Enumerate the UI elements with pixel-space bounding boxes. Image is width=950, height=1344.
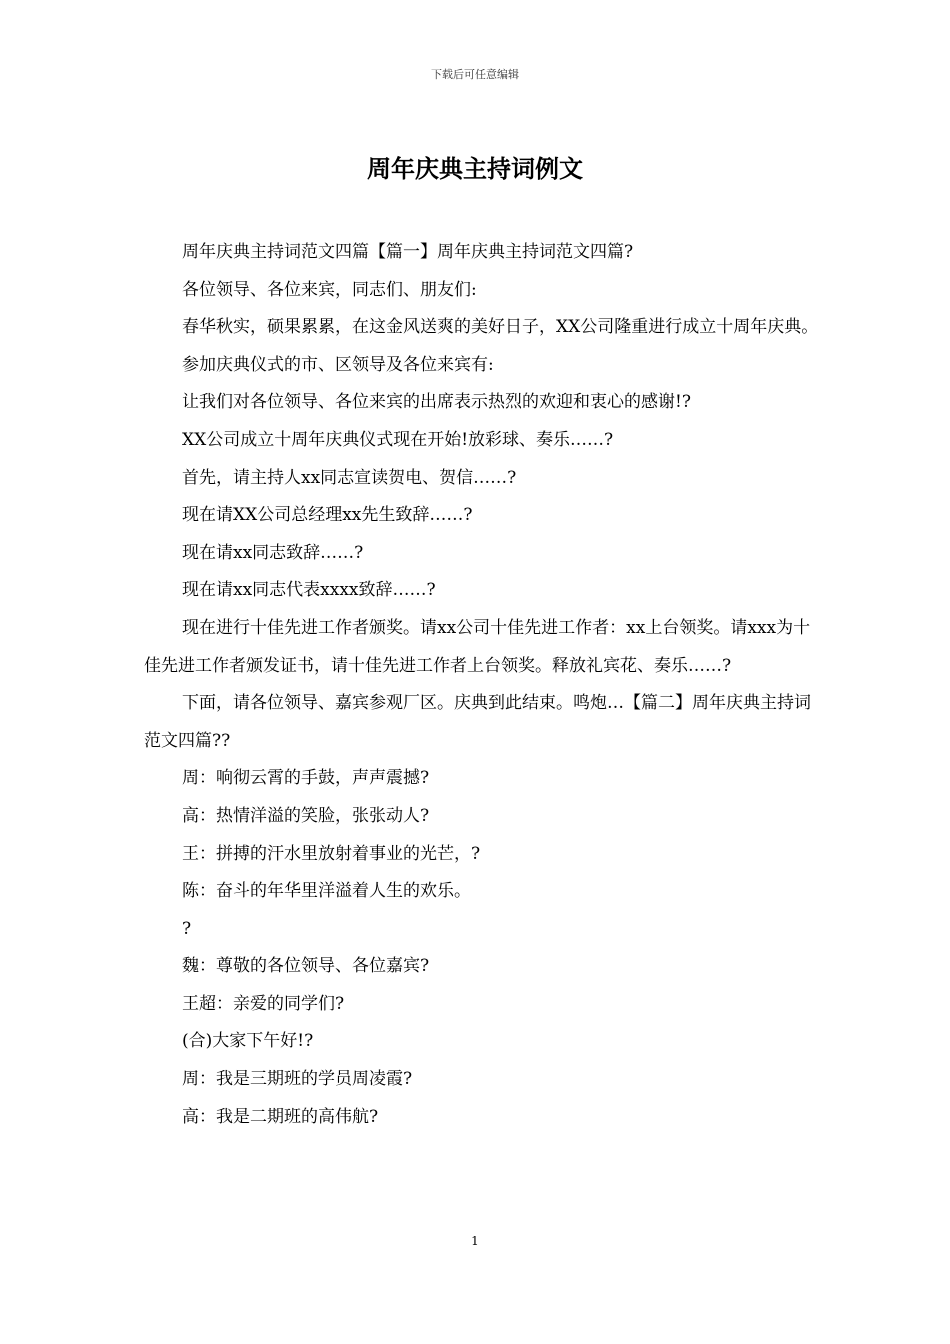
paragraph: 现在请XX公司总经理xx先生致辞……? <box>182 505 473 526</box>
paragraph: 陈：奋斗的年华里洋溢着人生的欢乐。 <box>182 881 471 902</box>
paragraph: 下面，请各位领导、嘉宾参观厂区。庆典到此结束。鸣炮…【篇二】周年庆典主持词范文四篇?? <box>144 693 811 751</box>
paragraph: 王超：亲爱的同学们? <box>182 993 345 1014</box>
paragraph: 参加庆典仪式的市、区领导及各位来宾有: <box>182 354 494 375</box>
page-number: 1 <box>471 1234 479 1248</box>
paragraph: 魏：尊敬的各位领导、各位嘉宾? <box>182 956 430 977</box>
paragraph: 现在进行十佳先进工作者颁奖。请xx公司十佳先进工作者：xx上台领奖。请xxx为十佳先进工作者颁发证书，请十佳先进工作者上台领奖。释放礼宾花、奏乐……? <box>144 617 811 676</box>
paragraph: 首先，请主持人xx同志宣读贺电、贺信……? <box>182 467 517 488</box>
paragraph: 王：拼搏的汗水里放射着事业的光芒，? <box>182 843 481 864</box>
paragraph: (合)大家下午好!? <box>182 1031 314 1052</box>
page-header: 下载后可任意编辑 <box>431 68 519 81</box>
paragraph: 现在请xx同志致辞……? <box>182 542 364 563</box>
paragraph: 高：热情洋溢的笑脸，张张动人? <box>182 805 430 826</box>
paragraph: 周：我是三期班的学员周凌霞? <box>182 1069 413 1090</box>
document-body <box>144 234 819 1136</box>
paragraph: 春华秋实，硕果累累，在这金风送爽的美好日子，XX公司隆重进行成立十周年庆典。 <box>182 317 819 338</box>
paragraph: XX公司成立十周年庆典仪式现在开始!放彩球、奏乐……? <box>182 429 614 450</box>
paragraph: 周年庆典主持词范文四篇【篇一】周年庆典主持词范文四篇? <box>182 242 634 262</box>
document-title: 周年庆典主持词例文 <box>367 154 583 183</box>
paragraph: 让我们对各位领导、各位来宾的出席表示热烈的欢迎和衷心的感谢!? <box>182 392 691 413</box>
paragraph: ? <box>182 918 192 939</box>
paragraph: 现在请xx同志代表xxxx致辞……? <box>182 580 436 601</box>
paragraph: 各位领导、各位来宾，同志们、朋友们: <box>182 279 477 300</box>
paragraph: 高：我是二期班的高伟航? <box>182 1106 379 1127</box>
paragraph: 周：响彻云霄的手鼓，声声震撼? <box>182 768 430 789</box>
